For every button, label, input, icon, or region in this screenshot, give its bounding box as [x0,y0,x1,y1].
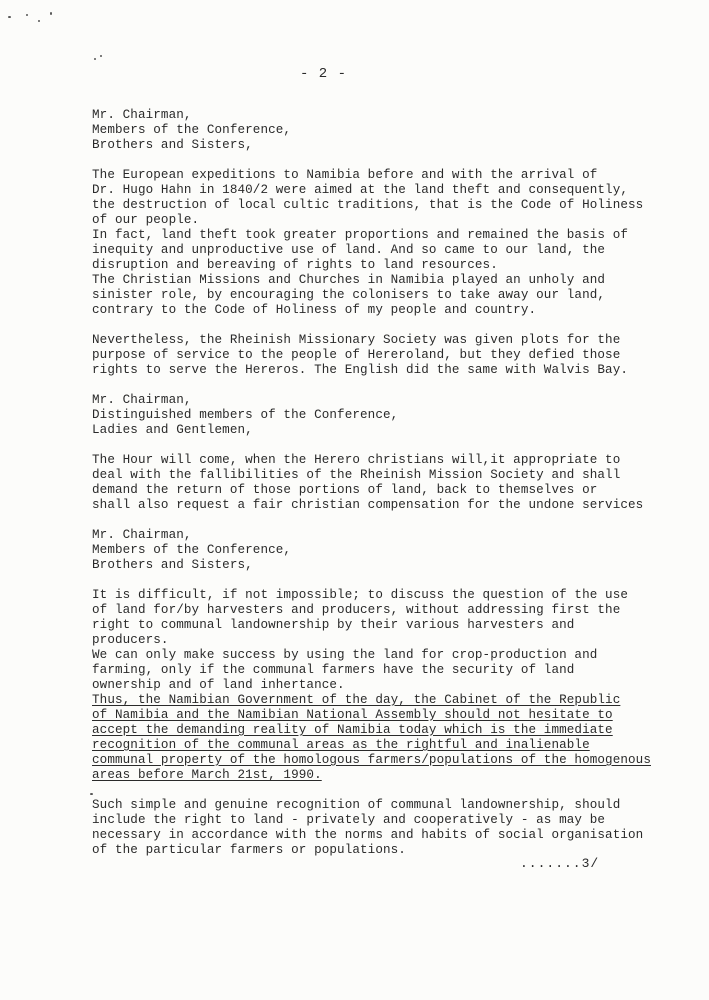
letter-body [92,108,692,873]
hour-paragraph [92,453,692,513]
page-number: - 2 - [300,66,348,82]
text-line: recognition of the communal areas as the rightful and inalienable [92,738,590,752]
scan-speck [94,58,96,60]
text-line: right to communal landownership by their various harvesters and [92,618,575,632]
text-line: necessary in accordance with the norms and habits of social organisation [92,828,644,842]
text-line: Members of the Conference, [92,123,292,137]
scan-speck [100,55,102,57]
continuation-marker: .......3/ [520,856,600,871]
text-line: demand the return of those portions of land, back to themselves or [92,483,598,497]
text-line: of our people. [92,213,200,227]
text-line: sinister role, by encouraging the colonisers to take away our land, [92,288,606,302]
underlined-demand-paragraph [92,693,692,783]
difficult-paragraph [92,588,692,693]
text-line: purpose of service to the people of Hereroland, but they defied those [92,348,621,362]
text-line: The Hour will come, when the Herero christians will,it appropriate to [92,453,621,467]
text-line: of land for/by harvesters and producers, without addressing first the [92,603,621,617]
salutation-paragraph [92,528,692,573]
scan-speck [26,14,28,16]
text-line: Such simple and genuine recognition of communal landownership, should [92,798,621,812]
text-line: disruption and bereaving of rights to land resources. [92,258,498,272]
text-line: include the right to land - privately and cooperatively - as may be [92,813,606,827]
text-line: areas before March 21st, 1990. [92,768,322,782]
text-line: farming, only if the communal farmers have the security of land [92,663,575,677]
text-line: It is difficult, if not impossible; to discuss the question of the use [92,588,629,602]
expeditions-paragraph [92,168,692,318]
text-line: the destruction of local cultic traditions, that is the Code of Holiness [92,198,644,212]
salutation-paragraph [92,108,692,153]
text-line: Nevertheless, the Rheinish Missionary Society was given plots for the [92,333,621,347]
text-line: deal with the fallibilities of the Rheinish Mission Society and shall [92,468,621,482]
text-line: Thus, the Namibian Government of the day, the Cabinet of the Republic [92,693,621,707]
text-line: producers. [92,633,169,647]
recognition-paragraph [92,798,692,858]
text-line: Distinguished members of the Conference, [92,408,399,422]
salutation-paragraph [92,393,692,438]
text-line: Ladies and Gentlemen, [92,423,253,437]
text-line: The Christian Missions and Churches in Namibia played an unholy and [92,273,606,287]
text-line: Mr. Chairman, [92,528,192,542]
scan-speck [8,16,11,18]
text-line: The European expeditions to Namibia before and with the arrival of [92,168,598,182]
text-line: contrary to the Code of Holiness of my people and country. [92,303,537,317]
text-line: We can only make success by using the land for crop-production and [92,648,598,662]
text-line: ownership and of land inhertance. [92,678,345,692]
scan-speck [50,12,52,15]
scan-speck [38,20,40,22]
text-line: shall also request a fair christian compensation for the undone services [92,498,644,512]
text-line: Brothers and Sisters, [92,138,253,152]
text-line: Brothers and Sisters, [92,558,253,572]
text-line: of the particular farmers or populations. [92,843,406,857]
text-line: Mr. Chairman, [92,393,192,407]
text-line: communal property of the homologous farmers/populations of the homogenous [92,753,651,767]
text-line: Mr. Chairman, [92,108,192,122]
text-line: Dr. Hugo Hahn in 1840/2 were aimed at the land theft and consequently, [92,183,629,197]
text-line: accept the demanding reality of Namibia today which is the immediate [92,723,613,737]
text-line: of Namibia and the Namibian National Assembly should not hesitate to [92,708,613,722]
text-line: Members of the Conference, [92,543,292,557]
text-line: inequity and unproductive use of land. And so came to our land, the [92,243,606,257]
text-line: rights to serve the Hereros. The English did the same with Walvis Bay. [92,363,629,377]
text-line: In fact, land theft took greater proportions and remained the basis of [92,228,629,242]
rheinish-paragraph [92,333,692,378]
